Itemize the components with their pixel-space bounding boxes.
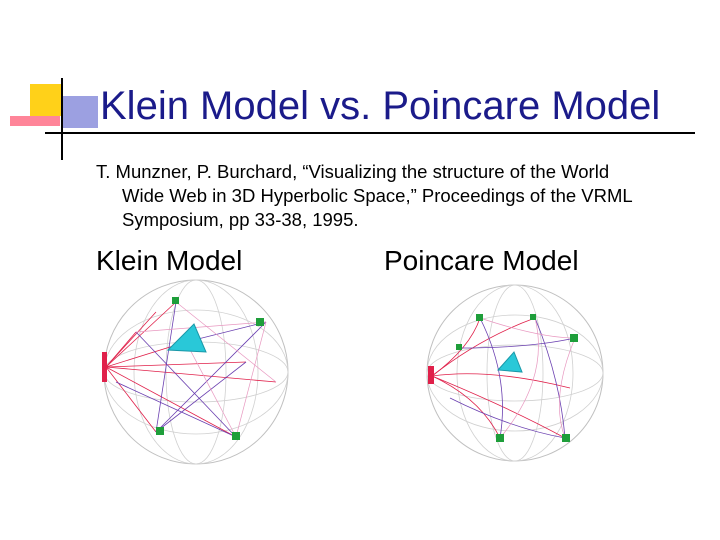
- poincare-model-label: Poincare Model: [384, 245, 579, 276]
- corner-decoration: [0, 0, 110, 170]
- citation-line: T. Munzner, P. Burchard, “Visualizing the structure of the World: [96, 161, 610, 182]
- citation-line: Wide Web in 3D Hyperbolic Space,” Proceedings of the VRML: [122, 185, 633, 206]
- citation: [96, 160, 696, 232]
- slide-title: Klein Model vs. Poincare Model: [100, 84, 661, 128]
- klein-model-label: Klein Model: [96, 245, 243, 276]
- title-divider: [45, 132, 695, 134]
- poincare-model-graph: [420, 278, 610, 468]
- citation-line: Symposium, pp 33-38, 1995.: [122, 209, 359, 230]
- klein-model-graph: [96, 272, 296, 472]
